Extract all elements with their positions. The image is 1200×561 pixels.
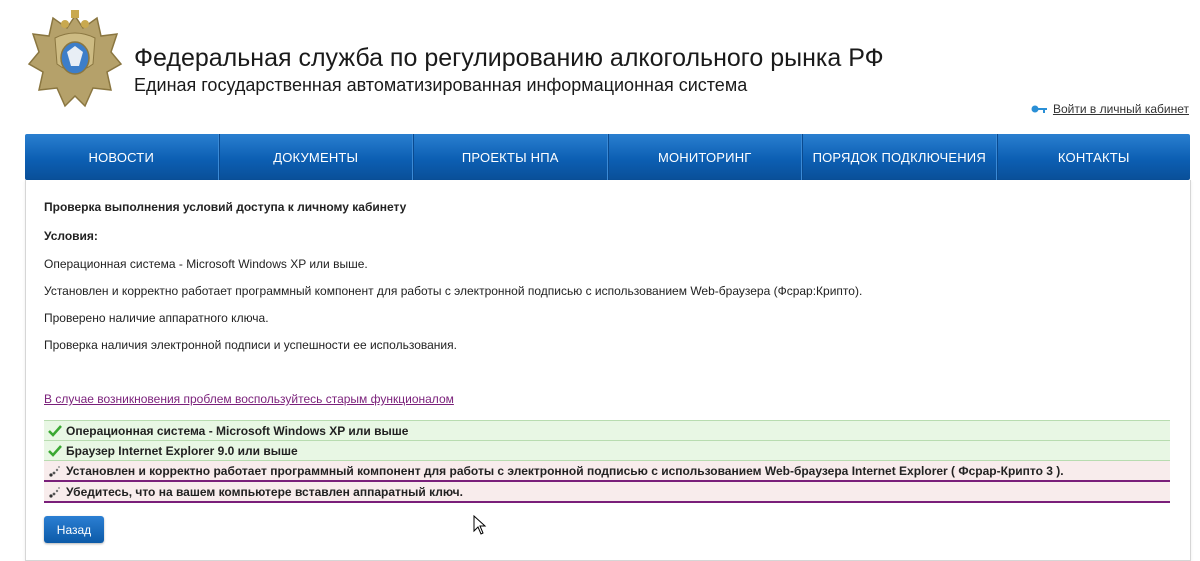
checkmark-icon <box>48 424 62 438</box>
content-panel <box>25 180 1191 561</box>
main-nav <box>25 134 1190 180</box>
key-icon <box>1031 104 1047 114</box>
check-row <box>44 461 1170 482</box>
page-title: Федеральная служба по регулированию алкогольного рынка РФ <box>134 44 884 72</box>
mouse-cursor-icon <box>473 515 487 535</box>
page-subtitle: Единая государственная автоматизированная информационная система <box>134 75 748 95</box>
login-link[interactable] <box>1031 102 1189 116</box>
condition-item: Установлен и корректно работает программный компонент для работы с электронной подписью с использованием Web-браузера (Фсрар:Крипто). <box>44 284 863 298</box>
nav-item-monitoring[interactable]: МОНИТОРИНГ <box>608 134 803 180</box>
condition-item: Проверка наличия электронной подписи и успешности ее использования. <box>44 338 457 352</box>
check-row <box>44 420 1170 441</box>
nav-item-news[interactable]: НОВОСТИ <box>25 134 219 180</box>
condition-item: Операционная система - Microsoft Windows XP или выше. <box>44 257 368 271</box>
check-row <box>44 441 1170 461</box>
nav-item-npa-projects[interactable]: ПРОЕКТЫ НПА <box>413 134 608 180</box>
nav-item-contacts[interactable]: КОНТАКТЫ <box>997 134 1191 180</box>
back-button[interactable]: Назад <box>44 516 104 543</box>
check-text: Операционная система - Microsoft Windows XP или выше <box>66 423 409 438</box>
loading-spinner-icon <box>48 485 62 499</box>
condition-item: Проверено наличие аппаратного ключа. <box>44 311 269 325</box>
conditions-label: Условия: <box>44 229 98 243</box>
loading-spinner-icon <box>48 464 62 478</box>
check-text: Убедитесь, что на вашем компьютере вставлен аппаратный ключ. <box>66 484 463 499</box>
check-row <box>44 482 1170 503</box>
nav-item-documents[interactable]: ДОКУМЕНТЫ <box>219 134 414 180</box>
check-results-list <box>44 420 1170 503</box>
check-text: Установлен и корректно работает программный компонент для работы с электронной подписью с использованием Web-браузера Internet Explorer ( Фсрар-Крипто 3 ). <box>66 463 1064 478</box>
login-link-label: Войти в личный кабинет <box>1052 102 1189 116</box>
nav-item-connection-order[interactable]: ПОРЯДОК ПОДКЛЮЧЕНИЯ <box>802 134 997 180</box>
old-functionality-link[interactable]: В случае возникновения проблем воспользуйтесь старым функционалом <box>44 392 454 406</box>
check-text: Браузер Internet Explorer 9.0 или выше <box>66 443 298 458</box>
section-heading: Проверка выполнения условий доступа к личному кабинету <box>44 200 407 214</box>
checkmark-icon <box>48 444 62 458</box>
double-headed-eagle-emblem <box>27 8 123 114</box>
